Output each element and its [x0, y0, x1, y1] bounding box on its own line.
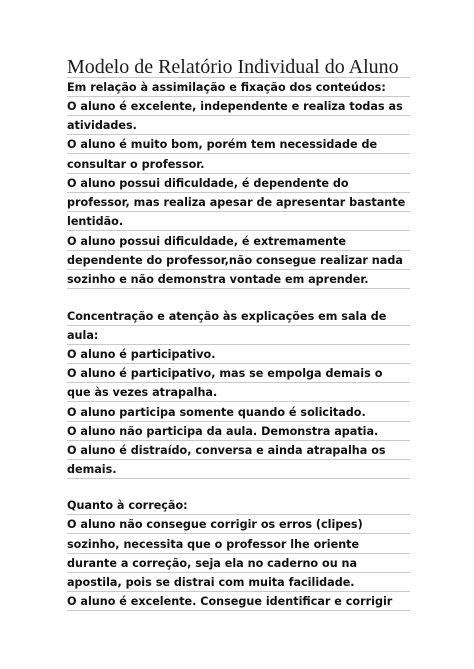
- text-line: O aluno possui dificuldade, é dependente do: [67, 177, 349, 190]
- text-line: demais.: [67, 463, 117, 476]
- text-line: sozinho, necessita que o professor lhe oriente: [67, 538, 360, 551]
- text-line: O aluno participa somente quando é solicitado.: [67, 406, 366, 419]
- text-line: atividades.: [67, 119, 137, 132]
- line-rule: [67, 401, 410, 402]
- text-line: durante a correção, seja ela no caderno ou na: [67, 557, 358, 570]
- line-rule: [67, 230, 410, 231]
- text-line: professor, mas realiza apesar de apresentar bastante: [67, 196, 406, 209]
- text-line: Concentração e atenção às explicações em sala de: [67, 310, 387, 323]
- title-rule: [67, 77, 410, 78]
- text-line: O aluno é muito bom, porém tem necessidade de: [67, 138, 378, 151]
- text-line: O aluno é distraído, conversa e ainda atrapalha os: [67, 444, 386, 457]
- text-line: O aluno não participa da aula. Demonstra apatia.: [67, 425, 379, 438]
- text-line: O aluno é participativo.: [67, 348, 216, 361]
- line-rule: [67, 533, 410, 534]
- text-line: sozinho e não demonstra vontade em aprender.: [67, 273, 369, 286]
- line-rule: [67, 153, 410, 154]
- text-line: aula:: [67, 329, 99, 342]
- page-title: Modelo de Relatório Individual do Aluno: [67, 56, 399, 78]
- text-line: O aluno é excelente. Consegue identificar e corrigir: [67, 595, 393, 608]
- text-line: consultar o professor.: [67, 158, 205, 171]
- text-line: Em relação à assimilação e fixação dos conteúdos:: [67, 81, 386, 94]
- text-line: O aluno possui dificuldade, é extremamente: [67, 235, 346, 248]
- text-line: O aluno é excelente, independente e realiza todas as: [67, 100, 403, 113]
- text-line: Quanto à correção:: [67, 499, 188, 512]
- text-line: O aluno não consegue corrigir os erros (clipes): [67, 518, 363, 531]
- text-line: dependente do professor,não consegue realizar nada: [67, 254, 403, 267]
- line-rule: [67, 610, 410, 611]
- text-line: apostila, pois se distrai com muita facilidade.: [67, 576, 355, 589]
- text-line: lentidão.: [67, 215, 124, 228]
- text-line: O aluno é participativo, mas se empolga demais o: [67, 367, 383, 380]
- text-line: que às vezes atrapalha.: [67, 386, 218, 399]
- line-rule: [67, 288, 410, 289]
- line-rule: [67, 478, 410, 479]
